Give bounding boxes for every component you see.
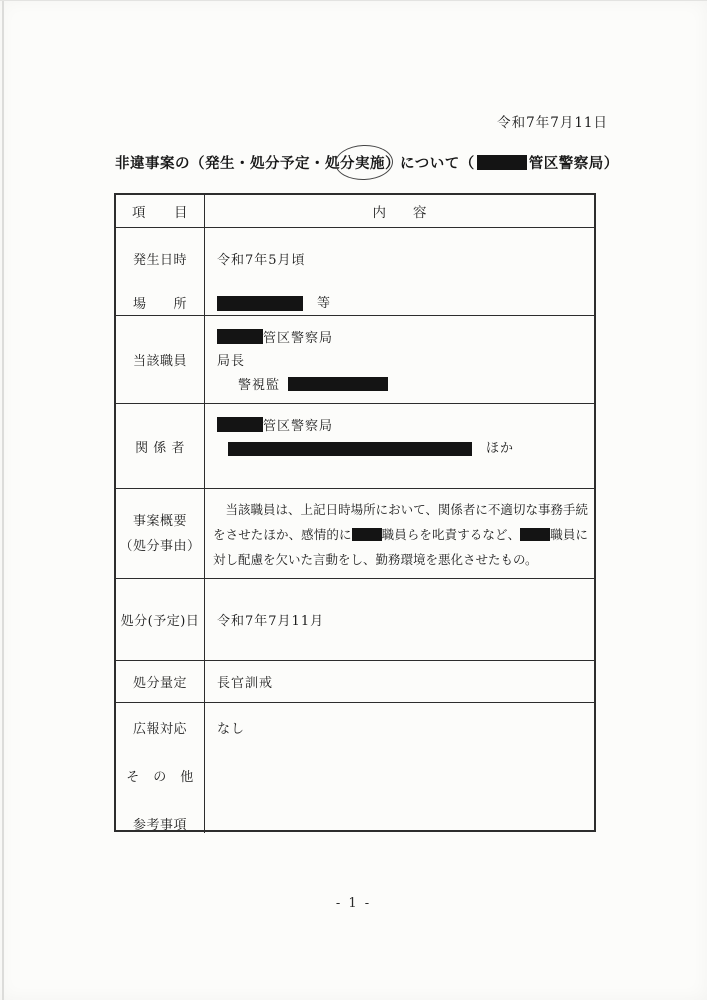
disposition-date-label: 処分(予定)日 (116, 579, 205, 660)
redaction-bar (228, 442, 472, 456)
redaction-bar (217, 417, 263, 432)
scan-edge-artifact (2, 0, 4, 1000)
incident-label-cell (116, 228, 205, 315)
redaction-bar (217, 329, 263, 344)
title-text-3: 管区警察局） (528, 155, 619, 172)
other-content-cell: なし (217, 722, 246, 737)
redaction-bar (217, 296, 303, 311)
title-text-2: ）について（ (385, 155, 475, 172)
disposition-level-value: 長官訓戒 (217, 676, 274, 691)
summary-paragraph (213, 497, 588, 572)
other-label: そ の 他 (126, 770, 194, 785)
incident-row (116, 228, 594, 316)
circled-text (340, 152, 385, 173)
disposition-level-label: 処分量定 (116, 661, 205, 702)
date-label: 発生日時 (132, 253, 187, 268)
scan-edge-artifact (0, 0, 707, 1)
summary-label-cell (116, 489, 205, 578)
redaction-bar (477, 155, 527, 170)
subject-post: 局長 (217, 354, 246, 369)
summary-text-3: 職員に対し配慮を欠いた言動をし、勤務環境を悪化させたもの。 (213, 527, 588, 567)
redaction-bar (352, 528, 382, 541)
redaction-bar (520, 528, 550, 541)
document-title (115, 152, 619, 173)
redaction-bar (288, 377, 388, 391)
related-org-suffix: 管区警察局 (263, 419, 334, 434)
table-header-row (116, 195, 594, 228)
subject-label-cell: 当該職員 (116, 316, 205, 403)
incident-place-line (217, 292, 594, 313)
disposition-level-row (116, 661, 594, 703)
subject-rank: 警視監 (238, 378, 281, 393)
subject-org-line (217, 329, 594, 347)
summary-text-2: 職員らを叱責するなど、 (381, 527, 521, 542)
incident-content-cell (205, 228, 594, 315)
subject-rank-line (217, 377, 594, 394)
related-content-cell (205, 404, 594, 488)
summary-label-line1: 事案概要 (132, 513, 187, 529)
summary-content-cell (205, 489, 594, 578)
document-date: 令和7年7月11日 (497, 115, 608, 131)
related-label-cell: 関 係 者 (116, 404, 205, 488)
page-number: - 1 - (335, 896, 372, 911)
place-suffix: 等 (317, 296, 331, 311)
subject-content-cell (205, 316, 594, 403)
place-label: 場 所 (132, 297, 187, 312)
pr-response-label: 広報対応 (132, 722, 187, 737)
incident-date-value: 令和7年5月頃 (217, 253, 306, 268)
reference-label: 参考事項 (132, 818, 187, 833)
title-text-1: 非違事案の（発生・処分予定・処 (115, 155, 340, 172)
related-org-line (217, 417, 594, 435)
header-item-cell: 項 目 (116, 195, 205, 227)
disposition-date-row (116, 579, 594, 661)
related-names-line (217, 441, 594, 459)
case-table (114, 193, 596, 832)
case-summary-row (116, 489, 594, 579)
other-items-row (116, 703, 594, 833)
title-circled-text: 分実施 (340, 155, 385, 172)
summary-label-line2: （処分事由） (119, 538, 201, 554)
related-suffix: ほか (486, 441, 515, 456)
disposition-date-value: 令和7年7月11月 (217, 614, 325, 629)
related-persons-row (116, 404, 594, 489)
subject-org-suffix: 管区警察局 (263, 331, 334, 346)
header-content-cell: 内 容 (372, 205, 427, 221)
summary-text-1: 当該職員は、上記日時場所において、関係者に不適切な事務手続をさせたほか、感情的に (213, 502, 588, 542)
other-label-cell (116, 703, 205, 833)
subject-officer-row (116, 316, 594, 404)
